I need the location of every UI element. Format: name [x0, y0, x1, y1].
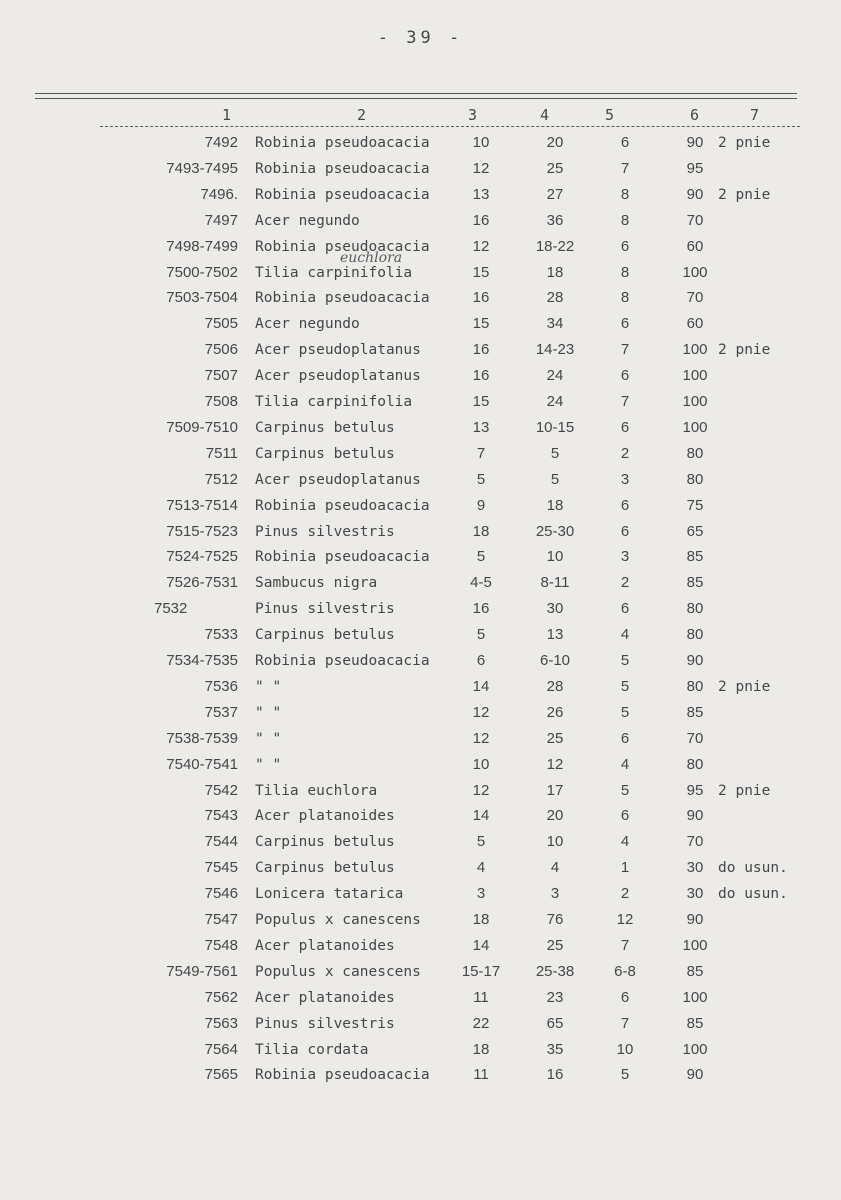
- table-row: [0, 131, 841, 155]
- cell-col-5: 4: [620, 833, 630, 851]
- cell-number: 7497: [204, 211, 238, 229]
- table-row: [0, 597, 841, 621]
- cell-species: Populus x canescens: [255, 963, 421, 980]
- cell-col-4: 16: [546, 1066, 564, 1084]
- cell-col-4: 18-22: [535, 237, 575, 255]
- cell-number: 7524-7525: [166, 548, 238, 566]
- cell-col-4: 3: [550, 885, 560, 903]
- handwritten-correction: euchlora: [340, 250, 403, 266]
- cell-col-3: 7: [476, 444, 486, 462]
- cell-col-6: 80: [686, 444, 704, 462]
- cell-number: 7526-7531: [166, 574, 238, 592]
- table-row: [0, 364, 841, 388]
- cell-col-4: 36: [546, 211, 564, 229]
- cell-col-5: 7: [620, 159, 630, 177]
- cell-species: Acer pseudoplatanus: [255, 471, 421, 488]
- cell-col-5: 4: [620, 755, 630, 773]
- cell-col-6: 70: [686, 729, 704, 747]
- cell-col-6: 85: [686, 548, 704, 566]
- cell-col-6: 30: [686, 859, 704, 877]
- cell-species: " ": [255, 730, 282, 747]
- table-row: [0, 727, 841, 751]
- cell-col-6: 85: [686, 1014, 704, 1032]
- cell-col-3: 16: [472, 211, 490, 229]
- cell-col-5: 6: [620, 600, 630, 618]
- cell-number: 7507: [204, 367, 238, 385]
- table-row: [0, 520, 841, 544]
- cell-col-4: 10: [546, 548, 564, 566]
- cell-species: Robinia pseudoacacia: [255, 549, 430, 566]
- cell-number: 7540-7541: [166, 755, 238, 773]
- cell-col-5: 3: [620, 470, 630, 488]
- cell-number: 7565: [204, 1066, 238, 1084]
- table-row: [0, 649, 841, 673]
- cell-species: Carpinus betulus: [255, 834, 395, 851]
- cell-number: 7493-7495: [166, 159, 238, 177]
- cell-species: Carpinus betulus: [255, 860, 395, 877]
- cell-col-6: 85: [686, 703, 704, 721]
- cell-col-5: 10: [616, 1040, 634, 1058]
- header-col-7: 7: [750, 106, 760, 124]
- cell-col-3: 18: [472, 911, 490, 928]
- cell-number: 7533: [204, 626, 238, 644]
- cell-col-3: 14: [472, 936, 490, 954]
- cell-col-4: 5: [550, 470, 560, 488]
- cell-col-4: 65: [546, 1014, 564, 1032]
- cell-col-3: 13: [472, 185, 490, 203]
- top-rule: [35, 93, 797, 94]
- cell-col-3: 15: [472, 393, 490, 410]
- cell-col-3: 18: [472, 1040, 490, 1058]
- table-row: [0, 442, 841, 466]
- header-col-4: 4: [540, 106, 550, 124]
- cell-col-3: 16: [472, 600, 490, 618]
- cell-col-7: 2 pnie: [718, 782, 771, 799]
- cell-species: Acer platanoides: [255, 989, 395, 1006]
- cell-col-3: 15-17: [461, 962, 501, 980]
- cell-col-4: 14-23: [535, 341, 575, 359]
- cell-col-4: 18: [546, 263, 564, 281]
- cell-col-3: 6: [476, 652, 486, 669]
- table-row: [0, 753, 841, 777]
- cell-col-5: 2: [620, 444, 630, 462]
- cell-col-7: do usun.: [718, 886, 788, 903]
- cell-col-6: 95: [686, 781, 704, 799]
- cell-col-6: 85: [686, 574, 704, 592]
- cell-species: Acer negundo: [255, 316, 360, 333]
- cell-col-3: 3: [476, 885, 486, 903]
- cell-col-6: 80: [686, 755, 704, 773]
- cell-col-3: 11: [473, 988, 489, 1006]
- cell-number: 7509-7510: [166, 418, 238, 436]
- header-col-2: 2: [357, 106, 367, 124]
- cell-col-3: 9: [476, 496, 486, 514]
- cell-col-5: 6: [620, 496, 630, 514]
- cell-col-4: 6-10: [539, 652, 571, 669]
- table-row: [0, 779, 841, 803]
- cell-species: Tilia euchlora: [255, 782, 378, 799]
- cell-species: " ": [255, 756, 282, 773]
- cell-col-3: 22: [472, 1014, 490, 1032]
- cell-number: 7544: [204, 833, 238, 851]
- cell-species: Acer platanoides: [255, 808, 395, 825]
- table-row: [0, 390, 841, 414]
- cell-species: Tilia cordata: [255, 1041, 369, 1058]
- cell-col-4: 27: [546, 185, 564, 203]
- cell-species: Tilia carpinifolia: [255, 264, 413, 281]
- cell-col-3: 12: [472, 703, 490, 721]
- cell-col-3: 12: [472, 159, 490, 177]
- cell-col-3: 14: [472, 807, 490, 825]
- cell-col-5: 6: [620, 988, 630, 1006]
- cell-col-3: 4: [476, 859, 486, 877]
- cell-number: 7537: [204, 703, 238, 721]
- cell-col-5: 1: [620, 859, 630, 877]
- cell-col-6: 100: [682, 418, 708, 436]
- cell-col-4: 34: [546, 315, 564, 333]
- cell-col-4: 76: [546, 911, 564, 928]
- table-row: [0, 416, 841, 440]
- cell-col-6: 75: [686, 496, 704, 514]
- cell-col-5: 5: [620, 1066, 630, 1084]
- cell-species: Pinus silvestris: [255, 601, 395, 618]
- cell-col-6: 80: [686, 470, 704, 488]
- cell-number: 7564: [204, 1040, 238, 1058]
- cell-col-6: 80: [686, 626, 704, 644]
- table-row: [0, 286, 841, 310]
- cell-col-5: 6: [620, 522, 630, 540]
- cell-number: 7513-7514: [166, 496, 238, 514]
- table-row: [0, 157, 841, 181]
- cell-species: Robinia pseudoacacia: [255, 497, 430, 514]
- cell-col-4: 17: [546, 781, 564, 799]
- cell-col-4: 18: [546, 496, 564, 514]
- cell-col-5: 5: [620, 703, 630, 721]
- table-row: [0, 571, 841, 595]
- header-col-6: 6: [690, 106, 700, 124]
- table-row: [0, 1012, 841, 1036]
- cell-col-5: 12: [616, 911, 634, 928]
- cell-species: Carpinus betulus: [255, 419, 395, 436]
- table-row: [0, 986, 841, 1010]
- cell-col-6: 90: [686, 652, 704, 669]
- cell-number: 7512: [204, 470, 238, 488]
- page-number: - 39 -: [377, 28, 464, 48]
- cell-col-5: 6: [620, 367, 630, 385]
- cell-col-6: 70: [686, 289, 704, 307]
- cell-species: Populus x canescens: [255, 912, 421, 928]
- cell-col-3: 10: [472, 134, 490, 151]
- cell-col-3: 16: [472, 341, 490, 359]
- cell-col-3: 13: [472, 418, 490, 436]
- cell-col-5: 6: [620, 807, 630, 825]
- cell-number: 7515-7523: [166, 522, 238, 540]
- cell-species: Acer platanoides: [255, 937, 395, 954]
- cell-col-5: 2: [620, 885, 630, 903]
- cell-col-3: 5: [476, 548, 486, 566]
- header-col-5: 5: [605, 106, 615, 124]
- cell-col-6: 70: [686, 833, 704, 851]
- cell-col-4: 25: [546, 729, 564, 747]
- cell-col-3: 12: [472, 729, 490, 747]
- cell-col-6: 80: [686, 600, 704, 618]
- cell-col-4: 35: [546, 1040, 564, 1058]
- table-row: [0, 908, 841, 932]
- cell-col-4: 23: [546, 988, 564, 1006]
- cell-col-4: 13: [546, 626, 564, 644]
- cell-species: Pinus silvestris: [255, 1015, 395, 1032]
- cell-col-7: do usun.: [718, 860, 788, 877]
- cell-number: 7500-7502: [166, 263, 238, 281]
- cell-col-5: 6: [620, 729, 630, 747]
- cell-col-5: 8: [620, 185, 630, 203]
- cell-col-5: 7: [620, 341, 630, 359]
- cell-col-3: 15: [472, 315, 490, 333]
- cell-species: Pinus silvestris: [255, 523, 395, 540]
- table-row: [0, 934, 841, 958]
- cell-col-5: 8: [620, 263, 630, 281]
- cell-col-5: 7: [620, 393, 630, 410]
- cell-col-4: 10-15: [535, 418, 575, 436]
- cell-col-5: 8: [620, 289, 630, 307]
- cell-species: " ": [255, 678, 282, 695]
- cell-number: 7549-7561: [166, 962, 238, 980]
- cell-col-4: 25-38: [535, 962, 575, 980]
- cell-col-3: 5: [476, 833, 486, 851]
- cell-col-7: 2 pnie: [718, 678, 771, 695]
- cell-number: 7506: [204, 341, 238, 359]
- cell-col-4: 20: [546, 807, 564, 825]
- cell-col-6: 70: [686, 211, 704, 229]
- cell-species: Sambucus nigra: [255, 575, 378, 592]
- cell-species: Robinia pseudoacacia: [255, 160, 430, 177]
- cell-col-5: 6: [620, 418, 630, 436]
- cell-col-4: 25: [546, 936, 564, 954]
- cell-col-6: 90: [686, 807, 704, 825]
- cell-number: 7503-7504: [166, 289, 238, 307]
- cell-col-5: 8: [620, 211, 630, 229]
- cell-col-3: 18: [472, 522, 490, 540]
- table-row: [0, 209, 841, 233]
- table-row: [0, 623, 841, 647]
- cell-col-6: 100: [682, 1040, 708, 1058]
- cell-col-3: 14: [472, 677, 490, 695]
- cell-species: Robinia pseudoacacia: [255, 238, 430, 255]
- table-row: [0, 235, 841, 259]
- cell-col-7: 2 pnie: [718, 135, 771, 151]
- cell-number: 7547: [204, 911, 238, 928]
- cell-col-3: 11: [473, 1066, 489, 1084]
- cell-number: 7496.: [200, 185, 238, 203]
- table-row: [0, 1063, 841, 1087]
- cell-number: 7562: [204, 988, 238, 1006]
- cell-col-5: 5: [620, 677, 630, 695]
- cell-col-6: 100: [682, 367, 708, 385]
- cell-number: 7534-7535: [166, 652, 238, 669]
- cell-col-5: 3: [620, 548, 630, 566]
- table-row: [0, 183, 841, 207]
- cell-number: 7538-7539: [166, 729, 238, 747]
- cell-col-5: 5: [620, 652, 630, 669]
- cell-col-6: 90: [686, 1066, 704, 1084]
- cell-number: 7542: [204, 781, 238, 799]
- table-row: [0, 960, 841, 984]
- cell-col-6: 90: [686, 911, 704, 928]
- cell-col-6: 90: [686, 134, 704, 151]
- cell-col-5: 6: [620, 134, 630, 151]
- cell-col-3: 15: [472, 263, 490, 281]
- cell-col-6: 60: [686, 237, 704, 255]
- cell-species: Tilia carpinifolia: [255, 394, 413, 410]
- cell-number: 7505: [204, 315, 238, 333]
- cell-col-3: 16: [472, 289, 490, 307]
- table-row: [0, 468, 841, 492]
- cell-col-6: 100: [682, 988, 708, 1006]
- cell-col-4: 26: [546, 703, 564, 721]
- cell-number: 7532: [154, 600, 188, 618]
- cell-col-6: 85: [686, 962, 704, 980]
- table-row: [0, 312, 841, 336]
- cell-species: Robinia pseudoacacia: [255, 1067, 430, 1084]
- cell-species: Carpinus betulus: [255, 627, 395, 644]
- cell-col-3: 12: [472, 781, 490, 799]
- table-row: [0, 338, 841, 362]
- cell-number: 7498-7499: [166, 237, 238, 255]
- cell-species: Acer pseudoplatanus: [255, 342, 421, 359]
- cell-species: Acer pseudoplatanus: [255, 368, 421, 385]
- cell-col-4: 25: [546, 159, 564, 177]
- top-rule-thin: [35, 98, 797, 99]
- cell-col-4: 12: [546, 755, 564, 773]
- cell-col-6: 90: [686, 185, 704, 203]
- cell-col-6: 100: [682, 263, 708, 281]
- cell-col-3: 5: [476, 626, 486, 644]
- cell-col-3: 16: [472, 367, 490, 385]
- cell-col-4: 28: [546, 289, 564, 307]
- cell-col-6: 100: [682, 393, 708, 410]
- cell-col-3: 4-5: [470, 574, 492, 592]
- cell-col-5: 6: [620, 315, 630, 333]
- cell-species: Robinia pseudoacacia: [255, 135, 430, 151]
- cell-col-6: 30: [686, 885, 704, 903]
- cell-number: 7543: [204, 807, 238, 825]
- cell-species: Acer negundo: [255, 212, 360, 229]
- cell-col-4: 8-11: [540, 574, 570, 592]
- cell-species: Robinia pseudoacacia: [255, 186, 430, 203]
- table-row: [0, 882, 841, 906]
- table-row: [0, 856, 841, 880]
- cell-col-3: 12: [472, 237, 490, 255]
- header-col-3: 3: [468, 106, 478, 124]
- table-row: [0, 1038, 841, 1062]
- cell-col-6: 100: [682, 936, 708, 954]
- cell-col-6: 100: [682, 341, 708, 359]
- cell-col-6: 65: [686, 522, 704, 540]
- cell-col-6: 95: [686, 159, 704, 177]
- cell-col-4: 10: [546, 833, 564, 851]
- cell-col-7: 2 pnie: [718, 342, 771, 359]
- cell-col-6: 60: [686, 315, 704, 333]
- cell-col-4: 20: [546, 134, 564, 151]
- cell-number: 7536: [204, 677, 238, 695]
- table-row: [0, 261, 841, 285]
- cell-col-5: 6-8: [614, 962, 636, 980]
- cell-number: 7563: [204, 1014, 238, 1032]
- cell-species: Robinia pseudoacacia: [255, 653, 430, 669]
- cell-number: 7545: [204, 859, 238, 877]
- cell-col-5: 7: [620, 936, 630, 954]
- cell-col-4: 30: [546, 600, 564, 618]
- cell-number: 7492: [204, 134, 238, 151]
- cell-col-5: 6: [620, 237, 630, 255]
- cell-number: 7546: [204, 885, 238, 903]
- cell-col-6: 80: [686, 677, 704, 695]
- cell-number: 7511: [205, 444, 238, 462]
- cell-col-4: 25-30: [535, 522, 575, 540]
- cell-species: Lonicera tatarica: [255, 886, 404, 903]
- cell-species: Carpinus betulus: [255, 445, 395, 462]
- table-row: [0, 545, 841, 569]
- cell-col-4: 28: [546, 677, 564, 695]
- cell-species: " ": [255, 704, 282, 721]
- header-rule: [100, 126, 800, 127]
- table-row: [0, 804, 841, 828]
- table-row: [0, 830, 841, 854]
- cell-col-4: 5: [550, 444, 560, 462]
- table-row: [0, 494, 841, 518]
- cell-col-4: 24: [546, 367, 564, 385]
- cell-species: Robinia pseudoacacia: [255, 290, 430, 307]
- cell-col-4: 4: [550, 859, 560, 877]
- header-col-1: 1: [222, 106, 232, 124]
- cell-number: 7508: [204, 393, 238, 410]
- cell-col-5: 5: [620, 781, 630, 799]
- cell-col-3: 10: [472, 755, 490, 773]
- cell-col-7: 2 pnie: [718, 186, 771, 203]
- table-row: [0, 701, 841, 725]
- cell-col-5: 7: [620, 1014, 630, 1032]
- table-row: [0, 675, 841, 699]
- cell-col-5: 2: [620, 574, 630, 592]
- cell-col-3: 5: [476, 470, 486, 488]
- cell-number: 7548: [204, 936, 238, 954]
- cell-col-4: 24: [546, 393, 564, 410]
- cell-col-5: 4: [620, 626, 630, 644]
